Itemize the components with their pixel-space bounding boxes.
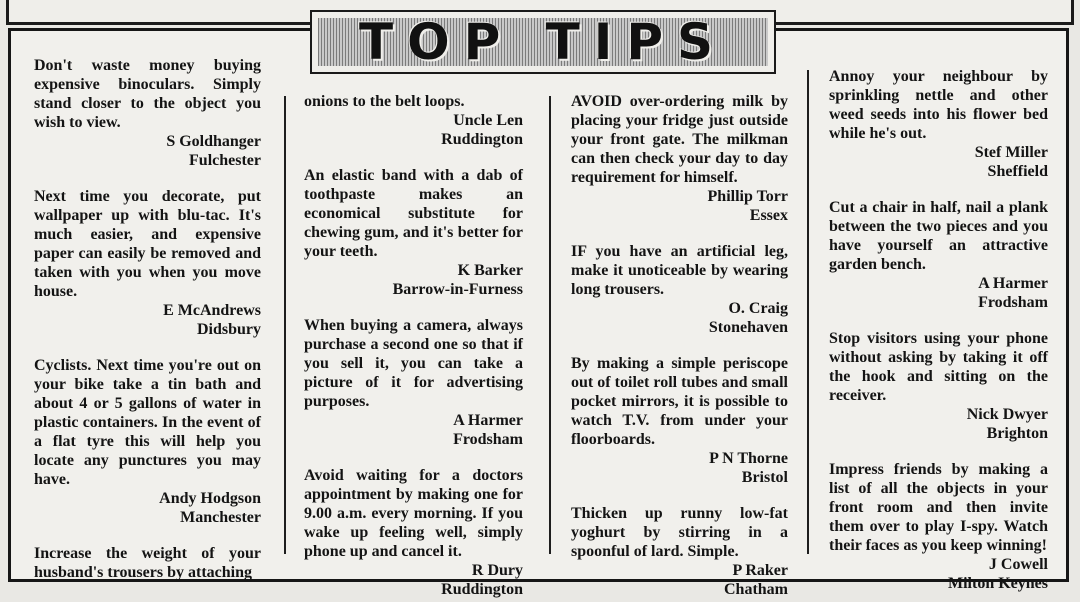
tip-author: J Cowell [988, 556, 1048, 573]
tip-text: Cyclists. Next time you're out on your bike take a tin bath and about 4 or 5 gallons of water in plastic containers. In the event of a flat tyre this will help you locate any punctures you may have. [34, 357, 261, 488]
tip-text: Next time you decorate, put wallpaper up with blu-tac. It's much easier, and expensive paper can easily be removed and taken with you when you move house. [34, 188, 261, 300]
tip-author: Uncle Len [453, 112, 523, 129]
tip-text: AVOID over-ordering milk by placing your fridge just outside your front gate. The milkman can then check your day to day requirement for himself. [571, 93, 788, 186]
column-3 [571, 92, 788, 599]
column-rule [284, 96, 286, 554]
tip-location: Chatham [723, 581, 788, 598]
tip-text: Don't waste money buying expensive binoculars. Simply stand closer to the object you wish to view. [34, 57, 261, 131]
tip-text: By making a simple periscope out of toilet roll tubes and small pocket mirrors, it is possible to watch T.V. from under your floorboards. [571, 355, 788, 448]
tip-author: O. Craig [728, 300, 788, 317]
tip-location: Stonehaven [708, 319, 788, 336]
tip [304, 316, 523, 449]
tip-location: Frodsham [978, 294, 1048, 311]
tip [571, 504, 788, 599]
tip-author: P Raker [732, 562, 788, 579]
tip-location: Barrow-in-Furness [392, 281, 523, 298]
tip-text: Stop visitors using your phone without asking by taking it off the hook and sitting on the receiver. [829, 330, 1048, 404]
tip [34, 544, 261, 582]
top-tips-banner [310, 10, 776, 74]
tip-author: Nick Dwyer [966, 406, 1048, 423]
tip-location: Didsbury [196, 321, 261, 338]
tip [829, 67, 1048, 181]
banner-pattern [318, 13, 768, 71]
tip-author: Stef Miller [974, 144, 1048, 161]
tip [571, 242, 788, 337]
tip [34, 56, 261, 170]
tip [571, 354, 788, 487]
tip [304, 92, 523, 149]
tip-author: S Goldhanger [166, 133, 261, 150]
tip-author: P N Thorne [709, 450, 788, 467]
tip [829, 460, 1048, 593]
tip-author: K Barker [457, 262, 523, 279]
tip-text: Impress friends by making a list of all the objects in your front room and then invite them over to play I-spy. Watch their faces as you keep winning! [829, 461, 1048, 554]
tip [304, 166, 523, 299]
tip-text: Avoid waiting for a doctors appointment by making one for 9.00 a.m. every morning. If you wake up feeling well, simply phone up and cancel it. [304, 467, 523, 560]
tip-text: onions to the belt loops. [304, 93, 465, 110]
tip-location: Ruddington [441, 131, 523, 148]
tip [571, 92, 788, 225]
column-rule [549, 96, 551, 554]
tip-author: Andy Hodgson [159, 490, 261, 507]
tip-author: R Dury [471, 562, 523, 579]
banner-title: TOP TIPS [358, 13, 728, 71]
tip-text: Increase the weight of your husband's trousers by attaching [34, 545, 261, 581]
column-4 [829, 67, 1048, 593]
tip-text: An elastic band with a dab of toothpaste makes an economical substitute for chewing gum, and it's better for your teeth. [304, 167, 523, 260]
tip-author: E McAndrews [163, 302, 261, 319]
tip-text: IF you have an artificial leg, make it unoticeable by wearing long trousers. [571, 243, 788, 298]
tip-location: Manchester [180, 509, 261, 526]
tip-author: A Harmer [453, 412, 523, 429]
tip-location: Sheffield [987, 163, 1048, 180]
tip-text: Cut a chair in half, nail a plank between the two pieces and you have yourself an attractive garden bench. [829, 199, 1048, 273]
tip-location: Milton Keynes [948, 575, 1048, 592]
tip-location: Frodsham [453, 431, 523, 448]
tip-location: Essex [749, 207, 788, 224]
tip-text: When buying a camera, always purchase a second one so that if you sell it, you can take a picture of it for advertising purposes. [304, 317, 523, 410]
tip-location: Fulchester [189, 152, 261, 169]
column-2 [304, 92, 523, 599]
tip-location: Brighton [986, 425, 1048, 442]
tip [304, 466, 523, 599]
tip [34, 187, 261, 339]
tip-author: Phillip Torr [707, 188, 788, 205]
tip-text: Annoy your neighbour by sprinkling nettle and other weed seeds into his flower bed while he's out. [829, 68, 1048, 142]
tip [829, 198, 1048, 312]
tip-location: Ruddington [441, 581, 523, 598]
column-rule [807, 70, 809, 554]
tip-author: A Harmer [978, 275, 1048, 292]
tip-text: Thicken up runny low-fat yoghurt by stirring in a spoonful of lard. Simple. [571, 505, 788, 560]
tip [829, 329, 1048, 443]
column-1 [34, 56, 261, 582]
tip [34, 356, 261, 527]
tip-location: Bristol [741, 469, 788, 486]
